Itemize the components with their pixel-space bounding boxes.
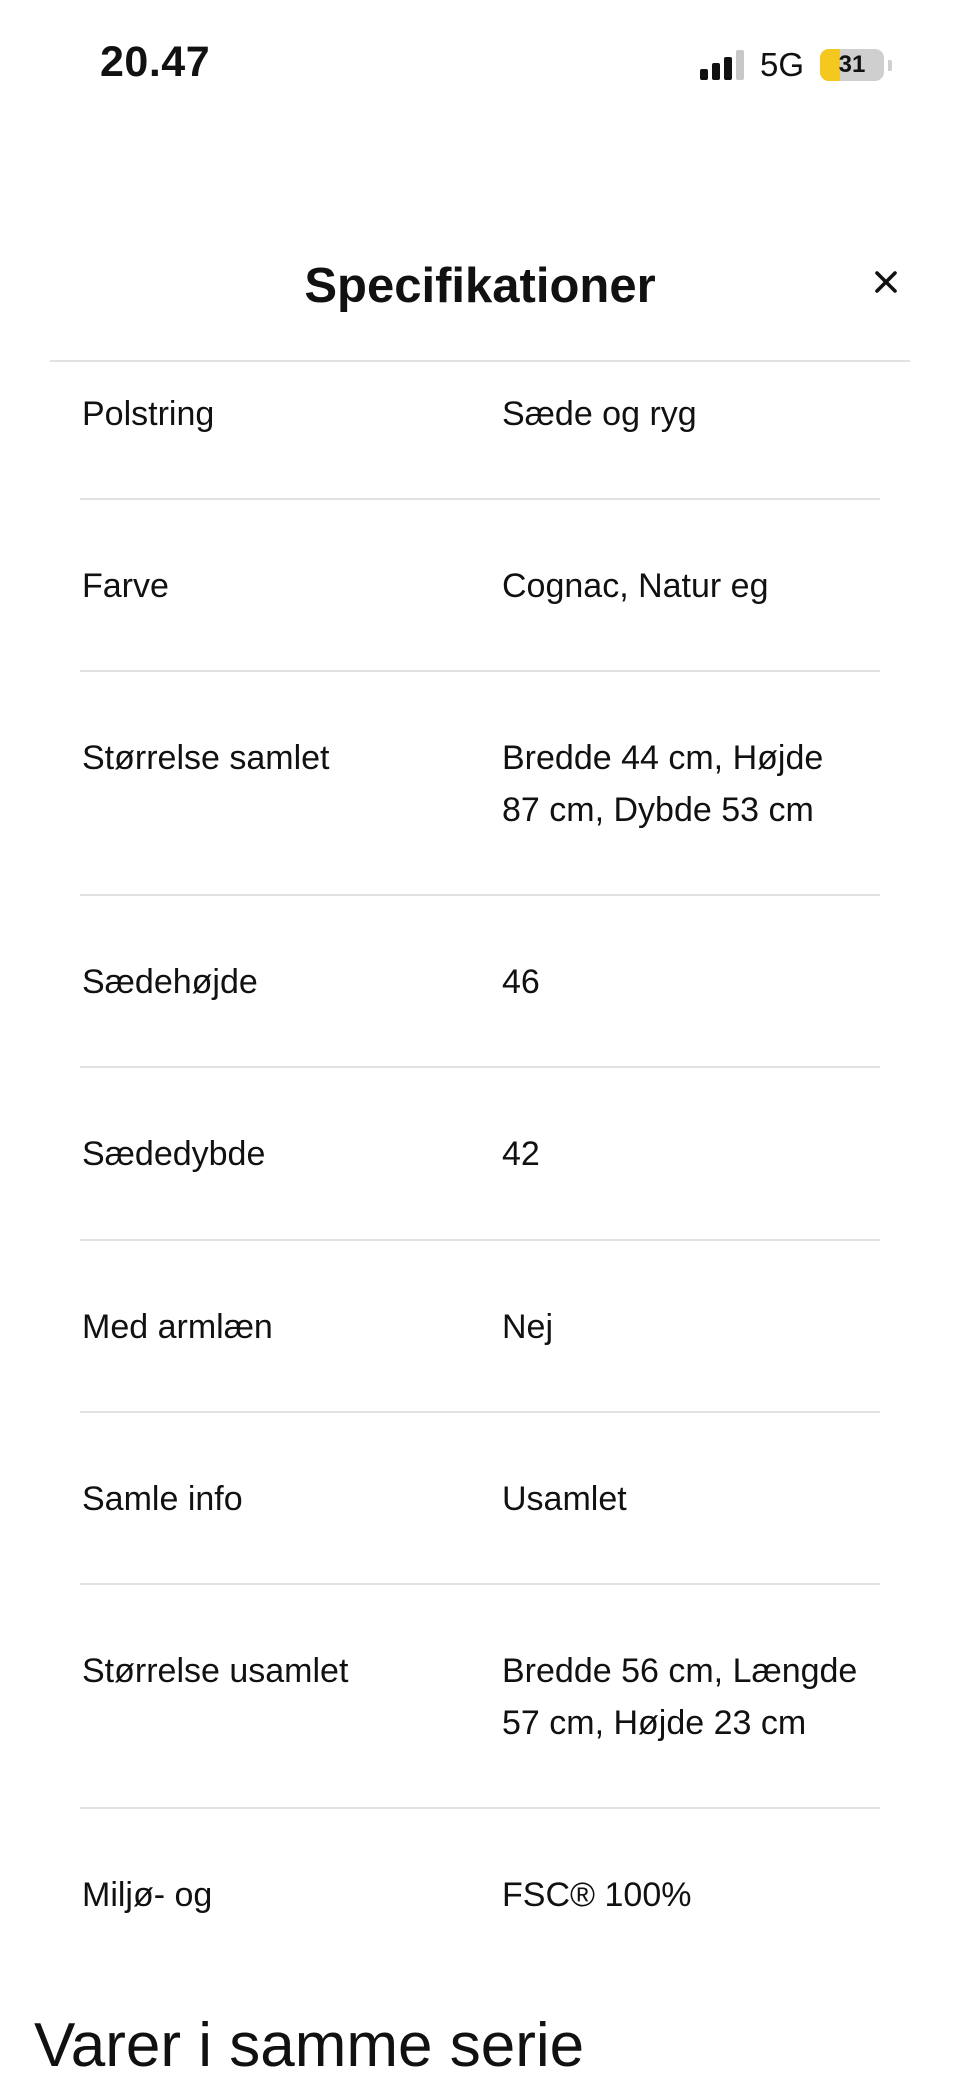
spec-label: Farve [82, 567, 169, 605]
spec-value: Bredde 44 cm, Højde 87 cm, Dybde 53 cm [502, 739, 824, 829]
spec-value: 46 [502, 963, 540, 1001]
battery-fill [820, 49, 840, 81]
status-bar [0, 0, 960, 130]
battery-percentage: 31 [838, 51, 866, 78]
status-time: 20.47 [100, 38, 211, 86]
cellular-signal-icon [700, 50, 744, 80]
battery-icon [820, 49, 884, 81]
close-icon [874, 270, 898, 294]
spec-row [80, 362, 880, 500]
spec-label: Størrelse usamlet [82, 1652, 349, 1690]
spec-row [80, 1585, 880, 1809]
status-indicators [700, 46, 892, 84]
spec-label: Sædedybde [82, 1135, 266, 1173]
spec-value: Bredde 56 cm, Længde 57 cm, Højde 23 cm [502, 1652, 858, 1742]
battery-cap [888, 60, 892, 71]
spec-row [80, 1809, 880, 1949]
spec-value: FSC® 100% [502, 1876, 692, 1914]
spec-label: Sædehøjde [82, 963, 258, 1001]
spec-value: 42 [502, 1135, 540, 1173]
spec-label: Størrelse samlet [82, 739, 330, 777]
spec-value: Cognac, Natur eg [502, 567, 769, 605]
spec-label: Miljø- og [82, 1876, 213, 1914]
spec-value: Sæde og ryg [502, 395, 697, 433]
spec-row [80, 1413, 880, 1585]
network-type: 5G [759, 46, 804, 83]
related-items-title: Varer i samme serie [34, 2011, 585, 2080]
spec-list [80, 362, 880, 1949]
spec-row [80, 896, 880, 1068]
spec-row [80, 672, 880, 896]
sheet-header [0, 230, 960, 360]
spec-label: Samle info [82, 1480, 243, 1518]
sheet-title: Specifikationer [304, 259, 656, 313]
spec-row [80, 1068, 880, 1241]
spec-value: Nej [502, 1308, 554, 1346]
spec-row [80, 1241, 880, 1413]
spec-row [80, 500, 880, 672]
spec-label: Med armlæn [82, 1308, 273, 1346]
spec-value: Usamlet [502, 1480, 627, 1518]
spec-label: Polstring [82, 395, 215, 433]
close-button[interactable] [860, 256, 912, 308]
